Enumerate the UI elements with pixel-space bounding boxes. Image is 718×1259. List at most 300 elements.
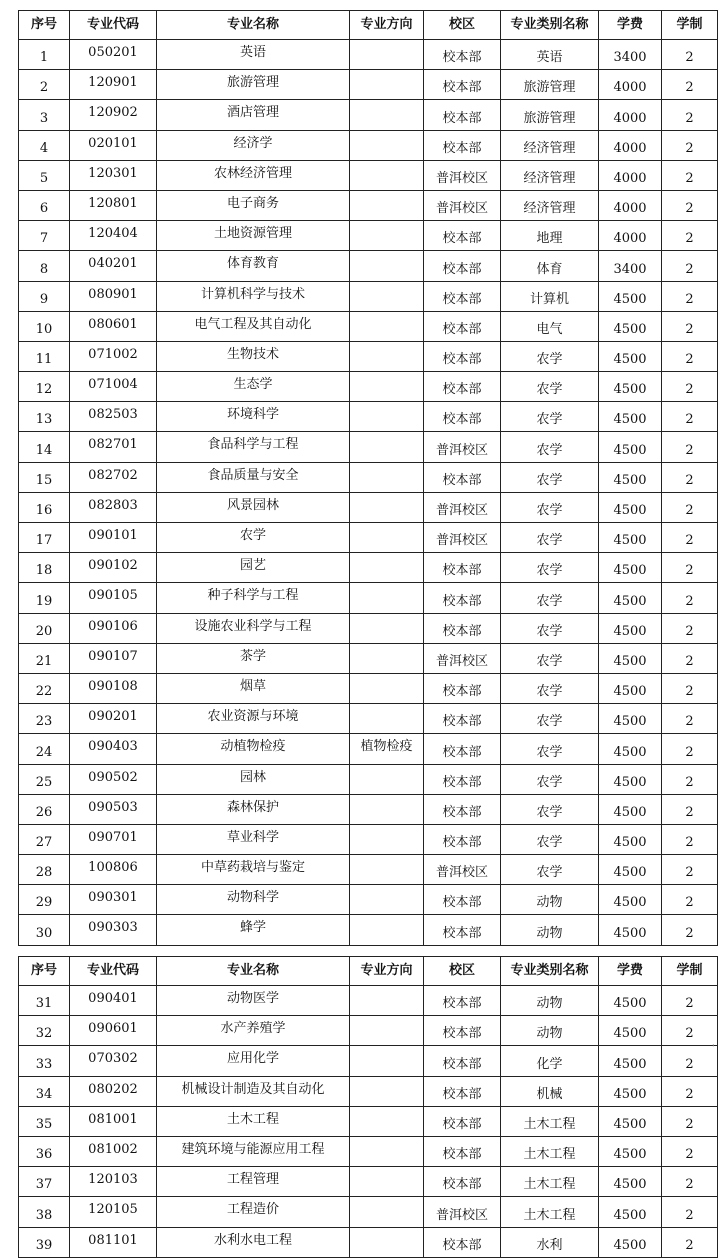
cell-duration: 2 [662,704,718,734]
cell-major-direction [350,1136,424,1166]
header-duration: 学制 [662,957,718,986]
cell-index: 19 [19,583,70,613]
cell-campus: 校本部 [424,704,501,734]
cell-major-direction [350,824,424,854]
cell-major-name: 动物医学 [157,986,350,1016]
cell-major-direction [350,643,424,673]
cell-tuition: 4500 [599,643,662,673]
table-row [19,1197,718,1227]
cell-index: 36 [19,1136,70,1166]
cell-index: 37 [19,1167,70,1197]
cell-tuition: 4500 [599,1046,662,1076]
table-header-row [19,11,718,40]
cell-tuition: 4500 [599,281,662,311]
cell-duration: 2 [662,311,718,341]
cell-tuition: 4500 [599,402,662,432]
cell-major-name: 水产养殖学 [157,1016,350,1046]
cell-major-name: 茶学 [157,643,350,673]
cell-major-direction [350,251,424,281]
cell-duration: 2 [662,673,718,703]
cell-campus: 校本部 [424,583,501,613]
table-row [19,251,718,281]
cell-index: 38 [19,1197,70,1227]
cell-major-name: 环境科学 [157,402,350,432]
cell-index: 27 [19,824,70,854]
header-duration: 学制 [662,11,718,40]
cell-major-name: 设施农业科学与工程 [157,613,350,643]
cell-index: 12 [19,372,70,402]
cell-index: 13 [19,402,70,432]
cell-tuition: 4500 [599,492,662,522]
cell-major-direction [350,341,424,371]
cell-category-name: 旅游管理 [501,100,599,130]
cell-duration: 2 [662,583,718,613]
table-row [19,523,718,553]
header-index: 序号 [19,957,70,986]
cell-tuition: 4500 [599,1136,662,1166]
cell-duration: 2 [662,341,718,371]
cell-major-direction [350,885,424,915]
cell-major-name: 动物科学 [157,885,350,915]
cell-category-name: 农学 [501,855,599,885]
cell-index: 34 [19,1076,70,1106]
cell-major-direction [350,130,424,160]
cell-major-direction [350,40,424,70]
cell-category-name: 土木工程 [501,1167,599,1197]
cell-campus: 校本部 [424,1167,501,1197]
cell-category-name: 水利 [501,1227,599,1257]
cell-duration: 2 [662,1076,718,1106]
cell-tuition: 4500 [599,462,662,492]
cell-index: 26 [19,794,70,824]
cell-major-direction [350,372,424,402]
cell-index: 15 [19,462,70,492]
table-row [19,1136,718,1166]
header-major-direction: 专业方向 [350,11,424,40]
cell-index: 20 [19,613,70,643]
cell-major-code: 020101 [70,130,157,160]
cell-index: 32 [19,1016,70,1046]
cell-duration: 2 [662,402,718,432]
cell-category-name: 农学 [501,462,599,492]
cell-duration: 2 [662,794,718,824]
cell-tuition: 4500 [599,613,662,643]
table-row [19,40,718,70]
cell-campus: 校本部 [424,673,501,703]
cell-tuition: 3400 [599,251,662,281]
table-row [19,1076,718,1106]
cell-category-name: 土木工程 [501,1197,599,1227]
cell-duration: 2 [662,492,718,522]
cell-duration: 2 [662,855,718,885]
cell-major-code: 090201 [70,704,157,734]
cell-major-direction [350,1227,424,1257]
cell-major-direction [350,673,424,703]
header-major-name: 专业名称 [157,11,350,40]
cell-tuition: 4500 [599,1197,662,1227]
table-row [19,855,718,885]
cell-campus: 校本部 [424,915,501,945]
cell-category-name: 经济管理 [501,160,599,190]
cell-major-code: 120103 [70,1167,157,1197]
table-row [19,221,718,251]
header-tuition: 学费 [599,957,662,986]
cell-major-name: 土地资源管理 [157,221,350,251]
cell-major-code: 120901 [70,70,157,100]
cell-tuition: 4000 [599,130,662,160]
cell-major-name: 草业科学 [157,824,350,854]
table-row [19,372,718,402]
table-row [19,311,718,341]
cell-campus: 校本部 [424,402,501,432]
cell-major-name: 园林 [157,764,350,794]
cell-tuition: 4500 [599,1106,662,1136]
cell-index: 22 [19,673,70,703]
cell-major-direction [350,462,424,492]
cell-major-name: 园艺 [157,553,350,583]
cell-campus: 校本部 [424,251,501,281]
table-row [19,643,718,673]
cell-index: 10 [19,311,70,341]
cell-major-name: 工程管理 [157,1167,350,1197]
cell-campus: 校本部 [424,1016,501,1046]
cell-campus: 校本部 [424,885,501,915]
cell-index: 2 [19,70,70,100]
cell-major-direction [350,1197,424,1227]
cell-campus: 校本部 [424,311,501,341]
cell-duration: 2 [662,221,718,251]
cell-tuition: 4500 [599,764,662,794]
cell-category-name: 农学 [501,372,599,402]
cell-major-direction [350,1016,424,1046]
cell-tuition: 4500 [599,1167,662,1197]
cell-major-name: 生态学 [157,372,350,402]
cell-category-name: 旅游管理 [501,70,599,100]
cell-major-code: 080901 [70,281,157,311]
table-row [19,70,718,100]
header-major-code: 专业代码 [70,11,157,40]
cell-duration: 2 [662,1136,718,1166]
cell-campus: 普洱校区 [424,160,501,190]
table-row [19,130,718,160]
cell-category-name: 英语 [501,40,599,70]
cell-index: 17 [19,523,70,553]
cell-campus: 校本部 [424,341,501,371]
cell-campus: 校本部 [424,553,501,583]
cell-major-code: 090301 [70,885,157,915]
table-row [19,704,718,734]
cell-category-name: 农学 [501,764,599,794]
cell-major-name: 中草药栽培与鉴定 [157,855,350,885]
cell-major-name: 种子科学与工程 [157,583,350,613]
cell-major-code: 090101 [70,523,157,553]
cell-campus: 普洱校区 [424,492,501,522]
cell-tuition: 4500 [599,794,662,824]
cell-major-name: 动植物检疫 [157,734,350,764]
cell-category-name: 机械 [501,1076,599,1106]
cell-major-name: 计算机科学与技术 [157,281,350,311]
cell-index: 3 [19,100,70,130]
cell-campus: 普洱校区 [424,1197,501,1227]
cell-major-code: 080601 [70,311,157,341]
cell-major-name: 酒店管理 [157,100,350,130]
cell-category-name: 农学 [501,341,599,371]
cell-major-name: 土木工程 [157,1106,350,1136]
cell-index: 24 [19,734,70,764]
cell-category-name: 化学 [501,1046,599,1076]
cell-category-name: 农学 [501,492,599,522]
cell-category-name: 农学 [501,643,599,673]
table-row [19,462,718,492]
cell-category-name: 农学 [501,432,599,462]
cell-major-name: 建筑环境与能源应用工程 [157,1136,350,1166]
cell-index: 5 [19,160,70,190]
table-row [19,986,718,1016]
cell-campus: 校本部 [424,794,501,824]
cell-major-direction [350,492,424,522]
cell-major-direction [350,583,424,613]
cell-major-code: 120301 [70,160,157,190]
cell-tuition: 4500 [599,885,662,915]
cell-index: 7 [19,221,70,251]
cell-index: 1 [19,40,70,70]
cell-major-name: 英语 [157,40,350,70]
cell-major-direction: 植物检疫 [350,734,424,764]
cell-duration: 2 [662,824,718,854]
cell-campus: 校本部 [424,1227,501,1257]
cell-tuition: 4500 [599,341,662,371]
cell-major-code: 090108 [70,673,157,703]
cell-tuition: 4000 [599,221,662,251]
cell-index: 18 [19,553,70,583]
cell-duration: 2 [662,462,718,492]
cell-duration: 2 [662,70,718,100]
cell-campus: 校本部 [424,70,501,100]
table-row [19,100,718,130]
cell-major-direction [350,100,424,130]
cell-duration: 2 [662,251,718,281]
cell-category-name: 动物 [501,915,599,945]
table-row [19,402,718,432]
cell-major-direction [350,553,424,583]
cell-tuition: 4500 [599,372,662,402]
cell-major-direction [350,311,424,341]
cell-campus: 校本部 [424,40,501,70]
cell-campus: 校本部 [424,130,501,160]
table-row [19,885,718,915]
cell-major-direction [350,764,424,794]
cell-major-name: 生物技术 [157,341,350,371]
cell-major-name: 机械设计制造及其自动化 [157,1076,350,1106]
cell-major-code: 120801 [70,190,157,220]
cell-index: 23 [19,704,70,734]
cell-campus: 校本部 [424,462,501,492]
cell-category-name: 农学 [501,824,599,854]
cell-category-name: 农学 [501,402,599,432]
cell-index: 35 [19,1106,70,1136]
cell-major-code: 081001 [70,1106,157,1136]
table-row [19,1046,718,1076]
cell-major-code: 090401 [70,986,157,1016]
cell-major-code: 090502 [70,764,157,794]
cell-major-code: 082503 [70,402,157,432]
cell-duration: 2 [662,130,718,160]
edge-mark: ' [712,1044,715,1054]
cell-duration: 2 [662,40,718,70]
cell-duration: 2 [662,764,718,794]
cell-index: 30 [19,915,70,945]
cell-major-code: 080202 [70,1076,157,1106]
cell-major-name: 旅游管理 [157,70,350,100]
cell-duration: 2 [662,885,718,915]
cell-index: 31 [19,986,70,1016]
cell-major-direction [350,704,424,734]
header-campus: 校区 [424,957,501,986]
cell-tuition: 4500 [599,915,662,945]
cell-campus: 校本部 [424,1106,501,1136]
cell-tuition: 4500 [599,734,662,764]
cell-tuition: 4000 [599,70,662,100]
cell-duration: 2 [662,1046,718,1076]
cell-tuition: 3400 [599,40,662,70]
cell-index: 29 [19,885,70,915]
cell-tuition: 4500 [599,1016,662,1046]
cell-duration: 2 [662,643,718,673]
cell-major-name: 烟草 [157,673,350,703]
cell-campus: 校本部 [424,281,501,311]
cell-duration: 2 [662,100,718,130]
cell-major-direction [350,1106,424,1136]
table-row [19,764,718,794]
cell-duration: 2 [662,1016,718,1046]
cell-duration: 2 [662,432,718,462]
header-major-name: 专业名称 [157,957,350,986]
cell-category-name: 农学 [501,794,599,824]
table-row [19,190,718,220]
cell-major-direction [350,190,424,220]
cell-index: 16 [19,492,70,522]
cell-major-name: 食品科学与工程 [157,432,350,462]
cell-category-name: 经济管理 [501,130,599,160]
cell-major-code: 081101 [70,1227,157,1257]
cell-major-code: 070302 [70,1046,157,1076]
cell-tuition: 4500 [599,523,662,553]
cell-major-direction [350,794,424,824]
cell-duration: 2 [662,523,718,553]
cell-major-code: 120404 [70,221,157,251]
majors-table-1 [18,10,718,946]
cell-tuition: 4500 [599,432,662,462]
table-row [19,492,718,522]
cell-tuition: 4500 [599,1227,662,1257]
cell-duration: 2 [662,1167,718,1197]
cell-index: 4 [19,130,70,160]
cell-category-name: 计算机 [501,281,599,311]
cell-major-direction [350,1046,424,1076]
cell-major-name: 农林经济管理 [157,160,350,190]
cell-major-code: 090303 [70,915,157,945]
cell-tuition: 4500 [599,553,662,583]
cell-category-name: 土木工程 [501,1106,599,1136]
table-row [19,734,718,764]
cell-major-direction [350,613,424,643]
header-campus: 校区 [424,11,501,40]
cell-campus: 校本部 [424,824,501,854]
cell-major-code: 090701 [70,824,157,854]
cell-major-code: 090503 [70,794,157,824]
cell-tuition: 4500 [599,824,662,854]
cell-category-name: 电气 [501,311,599,341]
cell-campus: 校本部 [424,1136,501,1166]
table-row [19,553,718,583]
cell-tuition: 4500 [599,673,662,703]
table-row [19,341,718,371]
cell-category-name: 动物 [501,1016,599,1046]
cell-category-name: 农学 [501,553,599,583]
cell-campus: 校本部 [424,986,501,1016]
cell-tuition: 4500 [599,311,662,341]
cell-category-name: 经济管理 [501,190,599,220]
cell-duration: 2 [662,372,718,402]
majors-table-2 [18,956,718,1258]
table-row [19,1227,718,1257]
cell-category-name: 农学 [501,613,599,643]
cell-category-name: 动物 [501,986,599,1016]
cell-category-name: 农学 [501,734,599,764]
cell-duration: 2 [662,613,718,643]
cell-duration: 2 [662,1227,718,1257]
cell-duration: 2 [662,190,718,220]
cell-major-code: 120902 [70,100,157,130]
cell-index: 11 [19,341,70,371]
cell-index: 39 [19,1227,70,1257]
cell-category-name: 体育 [501,251,599,281]
cell-category-name: 农学 [501,673,599,703]
cell-category-name: 地理 [501,221,599,251]
cell-major-name: 应用化学 [157,1046,350,1076]
cell-major-direction [350,986,424,1016]
cell-campus: 校本部 [424,100,501,130]
cell-major-name: 经济学 [157,130,350,160]
cell-category-name: 农学 [501,523,599,553]
cell-major-code: 090105 [70,583,157,613]
cell-major-direction [350,160,424,190]
cell-tuition: 4500 [599,704,662,734]
cell-major-code: 120105 [70,1197,157,1227]
cell-index: 14 [19,432,70,462]
table-row [19,613,718,643]
cell-campus: 校本部 [424,734,501,764]
cell-category-name: 农学 [501,583,599,613]
cell-campus: 普洱校区 [424,190,501,220]
cell-duration: 2 [662,160,718,190]
cell-major-direction [350,70,424,100]
cell-major-name: 蜂学 [157,915,350,945]
header-category-name: 专业类别名称 [501,957,599,986]
cell-campus: 校本部 [424,764,501,794]
cell-index: 28 [19,855,70,885]
cell-category-name: 动物 [501,885,599,915]
cell-major-code: 090107 [70,643,157,673]
cell-category-name: 农学 [501,704,599,734]
cell-index: 6 [19,190,70,220]
table-row [19,915,718,945]
cell-major-direction [350,281,424,311]
header-tuition: 学费 [599,11,662,40]
cell-major-code: 082803 [70,492,157,522]
cell-tuition: 4000 [599,100,662,130]
table-header-row [19,957,718,986]
